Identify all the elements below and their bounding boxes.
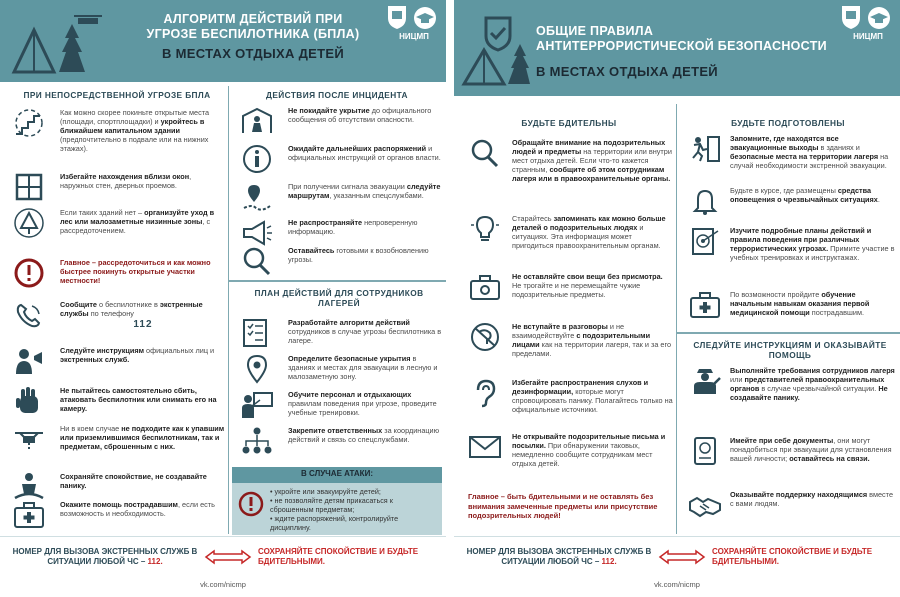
col2-title: ДЕЙСТВИЯ ПОСЛЕ ИНЦИДЕНТА (266, 90, 408, 100)
col3-title: ПЛАН ДЕЙСТВИЙ ДЛЯ СОТРУДНИКОВ ЛАГЕРЕЙ (254, 288, 424, 308)
attack-list (270, 487, 438, 532)
first-aid-icon (688, 290, 722, 320)
right-poster (454, 0, 900, 597)
footer-url[interactable]: vk.com/nicmp (654, 580, 700, 589)
route-icon (240, 182, 274, 212)
shield-badge-icon (840, 4, 862, 30)
meditation-icon (12, 472, 46, 502)
no-talk-icon (468, 322, 502, 352)
officer-icon (688, 366, 722, 396)
col3-title: СЛЕДУЙТЕ ИНСТРУКЦИЯМ И ОКАЗЫВАЙТЕ ПОМОЩЬ (693, 340, 887, 360)
tree-icon (12, 208, 46, 238)
double-arrow-icon (204, 549, 252, 565)
footer-emergency-text: НОМЕР ДЛЯ ВЫЗОВА ЭКСТРЕННЫХ СЛУЖБ В СИТУАЦИИ ЛЮБОЙ ЧС – 112. (466, 547, 652, 566)
item-text: Не вступайте в разговоры и не взаимодействуйте с подозрительными лицами как на территории лагеря, так и за его пределами. (512, 322, 672, 358)
item-text: Старайтесь запоминать как можно больше деталей о подозрительных людях и ситуациях. Эта информация может пригодиться правоохранительным органам. (512, 214, 666, 250)
org-chart-icon (240, 426, 274, 456)
left-logos (386, 4, 442, 44)
item-text: По возможности пройдите обучение начальным навыкам оказания первой медицинской помощи пострадавшим. (730, 290, 870, 317)
item-text: Имейте при себе документы, они могут понадобиться при эвакуации для установления вашей личности; оставайтесь на связи. (730, 436, 892, 463)
right-header (454, 0, 900, 96)
poster-gap (446, 0, 454, 597)
column-divider (228, 86, 229, 534)
item-text: Разработайте алгоритм действий сотрудников в случае угрозы беспилотника в лагере. (288, 318, 442, 345)
col2-title: БУДЬТЕ ПОДГОТОВЛЕНЫ (731, 118, 845, 128)
col1-title: БУДЬТЕ БДИТЕЛЬНЫ (521, 118, 617, 128)
magnifier-icon (468, 138, 502, 168)
footer-emergency-text: НОМЕР ДЛЯ ВЫЗОВА ЭКСТРЕННЫХ СЛУЖБ В СИТУАЦИИ ЛЮБОЙ ЧС – 112. (12, 547, 198, 566)
loudspeaker-icon (240, 218, 274, 248)
stairs-icon (12, 108, 46, 138)
item-text: Следуйте инструкциям официальных лиц и экстренных служб. (60, 346, 215, 364)
item-text: Избегайте распространения слухов и дезинформации, которые могут спровоцировать панику. Полагайтесь только на официальные источники. (512, 378, 673, 414)
graduation-cap-icon (412, 6, 438, 30)
bag-icon (468, 272, 502, 302)
item-text: Определите безопасные укрытия в зданиях и местах для эвакуации в лесную и малозаметную зону. (288, 354, 438, 381)
right-title: ОБЩИЕ ПРАВИЛА АНТИТЕРРОРИСТИЧЕСКОЙ БЕЗОПАСНОСТИ (536, 24, 827, 53)
teacher-icon (240, 390, 274, 420)
footer-url[interactable]: vk.com/nicmp (200, 580, 246, 589)
tent-drone-emblem-icon (4, 12, 104, 78)
item-text: Не пытайтесь самостоятельно сбить, атаковать беспилотник или снимать его на камеру. (60, 386, 217, 413)
bell-icon (688, 186, 722, 216)
left-poster (0, 0, 446, 597)
checklist-icon (240, 318, 274, 348)
item-text: Оставайтесь готовыми к возобновлению угрозы. (288, 246, 429, 264)
column-divider (676, 104, 677, 534)
phone-icon (12, 300, 46, 330)
item-text: Ни в коем случае не подходите как к упавшим или приземлившимся беспилотникам, так и предметам, сброшенным с них. (60, 424, 225, 451)
lightbulb-icon (468, 214, 502, 244)
item-text: При получении сигнала эвакуации следуйте маршрутам, указанным спецслужбами. (288, 182, 441, 200)
warning-icon (238, 491, 264, 517)
attack-item: • ждите распоряжений, контролируйте дисциплину. (270, 514, 399, 532)
double-arrow-icon (658, 549, 706, 565)
item-text: Избегайте нахождения вблизи окон, наружных стен, дверных проемов. (60, 172, 192, 190)
shield-badge-icon (386, 4, 408, 30)
shield-tent-emblem-icon (460, 14, 530, 88)
right-subtitle: В МЕСТАХ ОТДЫХА ДЕТЕЙ (536, 64, 718, 79)
section-divider (676, 332, 900, 334)
warning-icon (12, 258, 46, 288)
logo-text: НИЦМП (853, 32, 883, 41)
target-plan-icon (688, 226, 722, 256)
hand-stop-icon (12, 386, 46, 416)
window-icon (12, 172, 46, 202)
item-text: Главное – рассредоточиться и как можно быстрее покинуть открытые участки местности! (60, 258, 211, 285)
magnifier-icon (240, 246, 274, 276)
item-text: Не оставляйте свои вещи без присмотра. Не трогайте и не перемещайте чужие подозрительные предметы. (512, 272, 663, 299)
item-text: Сообщите о беспилотнике в экстренные службы по телефону 112 (60, 300, 226, 329)
item-text: Не распространяйте непроверенную информацию. (288, 218, 418, 236)
first-aid-icon (12, 500, 46, 530)
info-icon (240, 144, 274, 174)
envelope-icon (468, 432, 502, 462)
item-text: Не открывайте подозрительные письма и посылки. При обнаружении таковых, немедленно сообщите сотрудникам мест отдыха детей. (512, 432, 666, 468)
drone-icon (12, 424, 46, 454)
left-header (0, 0, 446, 82)
left-subtitle: В МЕСТАХ ОТДЫХА ДЕТЕЙ (162, 46, 344, 61)
item-text: Изучите подробные планы действий и правила поведения при различных террористических угрозах. Примите участие в учебных тренировках и инструктажах. (730, 226, 895, 262)
footer-calm-text: СОХРАНЯЙТЕ СПОКОЙСТВИЕ И БУДЬТЕ БДИТЕЛЬНЫМИ. (258, 547, 419, 566)
item-text: Обращайте внимание на подозрительных людей и предметы на территории или внутри мест отдыха детей. Если что-то кажется странным, сообщите об этом сотрудникам лагеря или в правоохранительные органы. (512, 138, 672, 183)
attack-box (232, 467, 442, 535)
left-footer (0, 536, 446, 578)
attack-title: В СЛУЧАЕ АТАКИ: (301, 469, 373, 478)
logo-text: НИЦМП (399, 32, 429, 41)
emergency-number: 112 (133, 319, 153, 330)
handshake-icon (688, 490, 722, 520)
section-divider (228, 280, 446, 282)
item-text: Окажите помощь пострадавшим, если есть возможность и необходимость. (60, 500, 215, 518)
graduation-cap-icon (866, 6, 892, 30)
item-text: Выполняйте требования сотрудников лагеря или представителей правоохранительных органов в случае чрезвычайной ситуации. Не создавайте панику. (730, 366, 895, 402)
right-logos (840, 4, 896, 44)
item-text: Сохраняйте спокойствие, не создавайте панику. (60, 472, 207, 490)
item-text: Запомните, где находятся все эвакуационные выходы в зданиях и безопасные места на территории лагеря на случай необходимости экстренной эвакуации. (730, 134, 889, 170)
footer-calm-text: СОХРАНЯЙТЕ СПОКОЙСТВИЕ И БУДЬТЕ БДИТЕЛЬНЫМИ. (712, 547, 873, 566)
col1-title: ПРИ НЕПОСРЕДСТВЕННОЙ УГРОЗЕ БПЛА (23, 90, 211, 100)
right-footer (454, 536, 900, 578)
item-text: Оказывайте поддержку находящимся вместе с вами людям. (730, 490, 894, 508)
item-text: Обучите персонал и отдыхающих правилам поведения при угрозе, проведите учебные тренировки. (288, 390, 437, 417)
passport-icon (688, 436, 722, 466)
ear-icon (468, 378, 502, 408)
location-pin-icon (240, 354, 274, 384)
alert-text: Главное – быть бдительными и не оставлять без внимания замеченные предметы или присутствие подозрительных людей! (468, 492, 658, 520)
left-title: АЛГОРИТМ ДЕЙСТВИЙ ПРИ УГРОЗЕ БЕСПИЛОТНИКА (БПЛА) (146, 12, 360, 41)
item-text: Как можно скорее покиньте открытые места (площади, спортплощадки) и укройтесь в ближайшем капитальном здании (предпочтительно в подвале или на нижних этажах). (60, 108, 210, 153)
item-text: Будьте в курсе, где размещены средства оповещения о чрезвычайных ситуациях. (730, 186, 880, 204)
attack-item: • укройте или эвакуируйте детей; (270, 487, 381, 496)
attack-item: • не позволяйте детям прикасаться к сброшенным предметам; (270, 496, 393, 514)
item-text: Закрепите ответственных за координацию действий и связь со спецслужбами. (288, 426, 440, 444)
shelter-icon (240, 106, 274, 136)
item-text: Если таких зданий нет – организуйте уход в лес или малозаметные низинные зоны, с рассредоточением. (60, 208, 215, 235)
exit-icon (688, 134, 722, 164)
megaphone-person-icon (12, 346, 46, 376)
item-text: Не покидайте укрытие до официального сообщения об отсутствии опасности. (288, 106, 432, 124)
item-text: Ожидайте дальнейших распоряжений и официальных инструкций от органов власти. (288, 144, 441, 162)
